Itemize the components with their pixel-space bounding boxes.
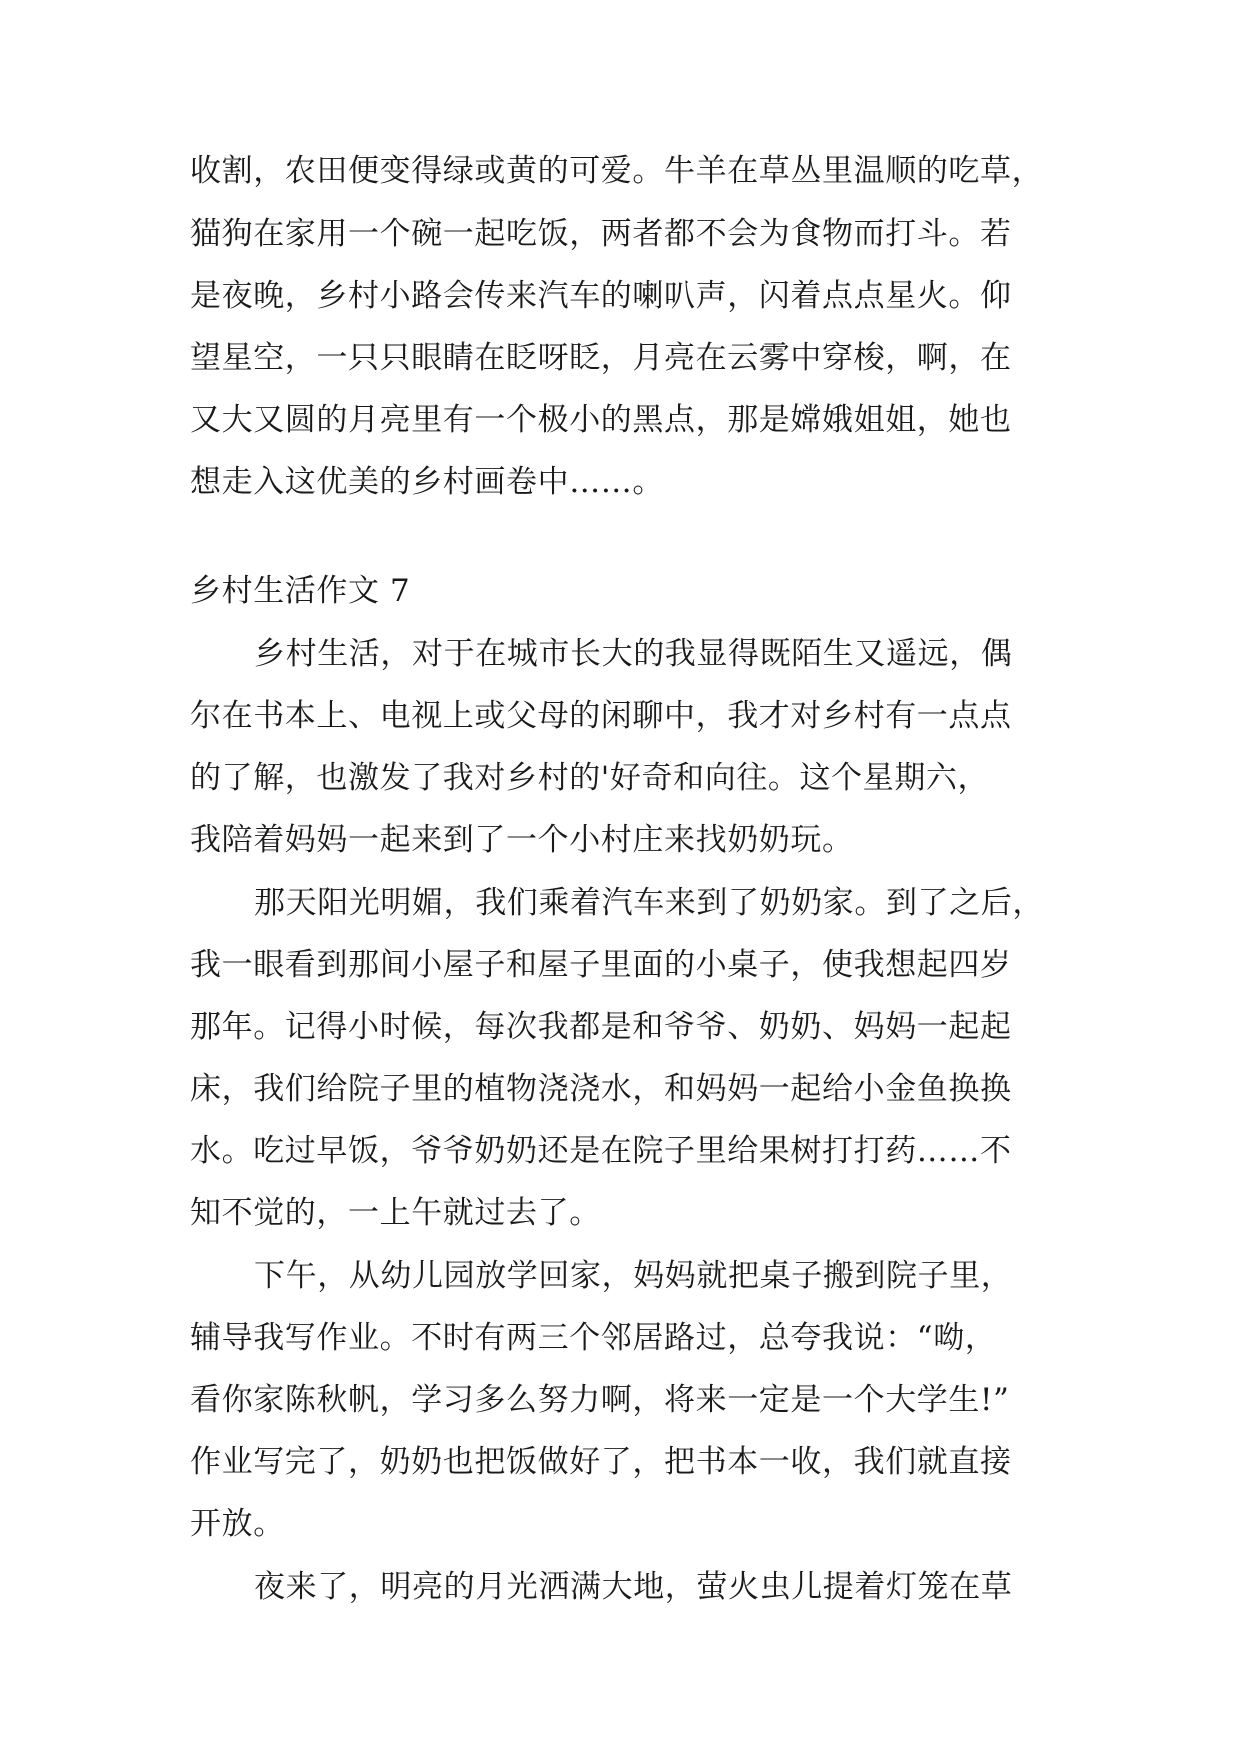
text-line: 乡村生活，对于在城市长大的我显得既陌生又遥远，偶 (254, 636, 1013, 672)
text-line: 是夜晚，乡村小路会传来汽车的喇叭声，闪着点点星火。仰 (190, 278, 1012, 314)
text-line: 那天阳光明媚，我们乘着汽车来到了奶奶家。到了之后， (254, 885, 1044, 921)
text-line: 看你家陈秋帆，学习多么努力啊，将来一定是一个大学生!” (190, 1382, 1010, 1418)
section-heading: 乡村生活作文 7 (190, 573, 411, 609)
text-line: 那年。记得小时候，每次我都是和爷爷、奶奶、妈妈一起起 (190, 1009, 1012, 1045)
text-line: 知不觉的，一上午就过去了。 (190, 1195, 601, 1231)
text-line: 夜来了，明亮的月光洒满大地，萤火虫儿提着灯笼在草 (254, 1569, 1013, 1605)
text-line: 水。吃过早饭，爷爷奶奶还是在院子里给果树打打药……不 (190, 1133, 1012, 1169)
text-line: 尔在书本上、电视上或父母的闲聊中，我才对乡村有一点点 (190, 698, 1012, 734)
text-line: 收割，农田便变得绿或黄的可爱。牛羊在草丛里温顺的吃草， (190, 153, 1044, 189)
text-line: 辅导我写作业。不时有两三个邻居路过，总夸我说：“呦， (190, 1320, 997, 1356)
text-line: 望星空，一只只眼睛在眨呀眨，月亮在云雾中穿梭，啊，在 (190, 340, 1012, 376)
text-line: 又大又圆的月亮里有一个极小的黑点，那是嫦娥姐姐，她也 (190, 402, 1012, 438)
text-line: 想走入这优美的乡村画卷中……。 (190, 464, 664, 500)
text-line: 下午，从幼儿园放学回家，妈妈就把桌子搬到院子里， (254, 1258, 1013, 1294)
text-line: 我陪着妈妈一起来到了一个小村庄来找奶奶玩。 (190, 822, 854, 858)
text-line: 我一眼看到那间小屋子和屋子里面的小桌子，使我想起四岁 (190, 947, 1012, 983)
text-line: 床，我们给院子里的植物浇浇水，和妈妈一起给小金鱼换换 (190, 1071, 1012, 1107)
text-line: 作业写完了，奶奶也把饭做好了，把书本一收，我们就直接 (190, 1444, 1012, 1480)
text-line: 的了解，也激发了我对乡村的'好奇和向往。这个星期六， (190, 760, 990, 796)
text-line: 开放。 (190, 1506, 285, 1542)
text-line: 猫狗在家用一个碗一起吃饭，两者都不会为食物而打斗。若 (190, 216, 1012, 252)
